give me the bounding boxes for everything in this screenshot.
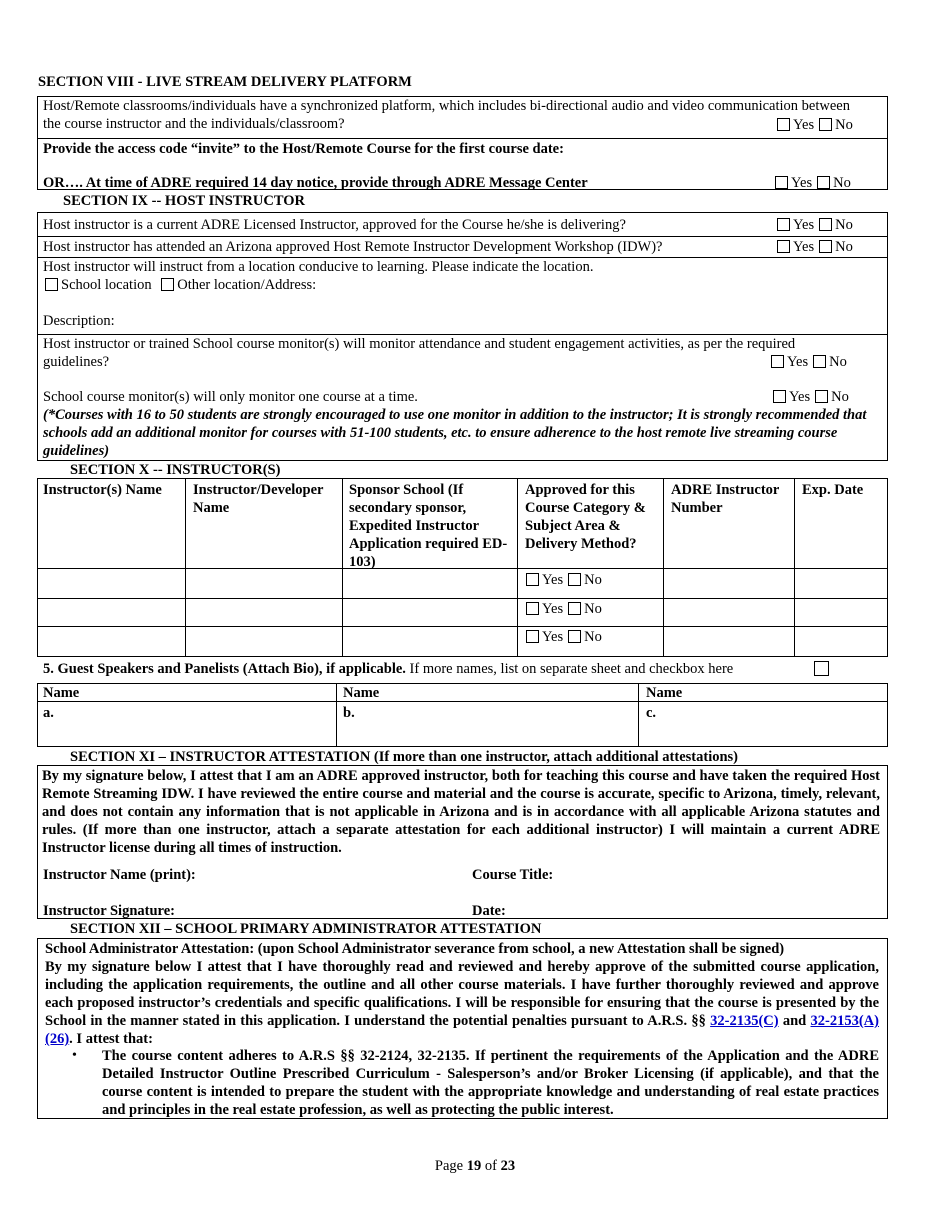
- row2-approved-yes-no: Yes No: [526, 600, 602, 618]
- statute-link-32-2153a26[interactable]: 32-2153(A)(26): [45, 1013, 879, 1047]
- guest-b: b.: [343, 705, 355, 721]
- idw-no-checkbox[interactable]: [819, 240, 832, 253]
- col-instructor-name: Instructor(s) Name: [43, 482, 162, 498]
- page-number: Page 19 of 23: [434, 1158, 516, 1174]
- instructor-date-label: Date:: [472, 903, 506, 919]
- monitor-question: Host instructor or trained School course monitor(s) will monitor attendance and student engagement activities, as per the required guidelines?: [43, 336, 796, 370]
- admin-attestation-heading: School Administrator Attestation: (upon School Administrator severance from school, a new Attestation shall be signed): [45, 941, 785, 957]
- row2-yes-checkbox[interactable]: [526, 602, 539, 615]
- row1-approved-yes-no: Yes No: [526, 571, 602, 589]
- section-9-title: SECTION IX -- HOST INSTRUCTOR: [63, 193, 305, 209]
- admin-attestation-text: By my signature below I attest that I have thoroughly read and reviewed and hereby approve of the submitted course application, including the application requirements, the outline and all other course materials. I have further thoroughly reviewed and approve each proposed instructor’s credentials and specific qualifications. I will be responsible for ensuring that the course is presented by the School in the manner stated in this application. I understand the potential penalties pursuant to A.R.S. §§ 32-2135(C) and 32-2153(A)(26). I attest that:: [45, 959, 879, 1047]
- message-center-label: OR…. At time of ADRE required 14 day notice, provide through ADRE Message Center: [43, 175, 588, 191]
- message-center-no-checkbox[interactable]: [817, 176, 830, 189]
- row1-no-checkbox[interactable]: [568, 573, 581, 586]
- section-11-title: SECTION XI – INSTRUCTOR ATTESTATION (If more than one instructor, attach additional attestations): [70, 749, 739, 765]
- row3-approved-yes-no: Yes No: [526, 628, 602, 646]
- one-course-question: School course monitor(s) will only monitor one course at a time.: [43, 389, 418, 405]
- section-10-title: SECTION X -- INSTRUCTOR(S): [70, 462, 281, 478]
- row3-yes-checkbox[interactable]: [526, 630, 539, 643]
- description-label: Description:: [43, 313, 115, 329]
- guest-name-header-c: Name: [646, 685, 683, 701]
- monitor-note: (*Courses with 16 to 50 students are strongly encouraged to use one monitor in addition to the instructor; It is strongly recommended that schools add an additional monitor for courses with 51-100 students, etc. to ensure adherence to the host remote live streaming course guidelines): [43, 407, 867, 459]
- guest-name-header-b: Name: [343, 685, 380, 701]
- monitor-yes-no: Yes No: [771, 353, 847, 371]
- other-location-checkbox[interactable]: [161, 278, 174, 291]
- sync-yes-checkbox[interactable]: [777, 118, 790, 131]
- bullet-icon: •: [72, 1048, 77, 1063]
- monitor-yes-checkbox[interactable]: [771, 355, 784, 368]
- course-title-label: Course Title:: [472, 867, 554, 883]
- sync-yes-no: Yes No: [777, 116, 853, 134]
- licensed-yes-checkbox[interactable]: [777, 218, 790, 231]
- col-exp-date: Exp. Date: [802, 482, 864, 498]
- licensed-instructor-question: Host instructor is a current ADRE Licensed Instructor, approved for the Course he/she is delivering?: [43, 217, 626, 233]
- guest-c: c.: [646, 705, 657, 721]
- one-course-yes-no: Yes No: [773, 388, 849, 406]
- sync-no-checkbox[interactable]: [819, 118, 832, 131]
- idw-yes-no: Yes No: [777, 238, 853, 256]
- col-adre-number: ADRE Instructor Number: [671, 482, 780, 516]
- one-course-yes-checkbox[interactable]: [773, 390, 786, 403]
- row1-yes-checkbox[interactable]: [526, 573, 539, 586]
- access-code-label: Provide the access code “invite” to the Host/Remote Course for the first course date:: [43, 141, 564, 157]
- licensed-yes-no: Yes No: [777, 216, 853, 234]
- school-location-checkbox[interactable]: [45, 278, 58, 291]
- message-center-yes-no: Yes No: [775, 174, 851, 192]
- statute-link-32-2135c[interactable]: 32-2135(C): [710, 1013, 779, 1029]
- monitor-no-checkbox[interactable]: [813, 355, 826, 368]
- location-options: School location Other location/Address:: [45, 276, 316, 294]
- live-stream-sync-question: Host/Remote classrooms/individuals have a synchronized platform, which includes bi-directional audio and video communication between the course instructor and the individuals/classroom?: [43, 98, 850, 132]
- guest-a: a.: [43, 705, 54, 721]
- one-course-no-checkbox[interactable]: [815, 390, 828, 403]
- section-8-title: SECTION VIII - LIVE STREAM DELIVERY PLATFORM: [38, 74, 412, 90]
- licensed-no-checkbox[interactable]: [819, 218, 832, 231]
- idw-yes-checkbox[interactable]: [777, 240, 790, 253]
- instructor-attestation-text: By my signature below, I attest that I am an ADRE approved instructor, both for teaching this course and have taken the required Host Remote Streaming IDW. I have reviewed the entire course and material and the course is accurate, specific to Arizona, timely, relevant, and does not contain any information that is not applicable in Arizona and is in accordance with all applicable Arizona statutes and rules. (If more than one instructor, attach a separate attestation for each additional instructor) I will maintain a current ADRE Instructor license during all times of instruction.: [42, 768, 880, 856]
- instructor-signature-label: Instructor Signature:: [43, 903, 175, 919]
- idw-question: Host instructor has attended an Arizona approved Host Remote Instructor Development Workshop (IDW)?: [43, 239, 663, 255]
- guest-names-table: [37, 683, 888, 747]
- location-question: Host instructor will instruct from a location conducive to learning. Please indicate the location.: [43, 259, 594, 275]
- col-approved: Approved for this Course Category & Subject Area & Delivery Method?: [525, 482, 646, 552]
- guest-more-names-checkbox[interactable]: [814, 661, 829, 676]
- course-content-bullet: The course content adheres to A.R.S §§ 32-2124, 32-2135. If pertinent the requirements of the Application and the ADRE Detailed Instructor Outline Prescribed Curriculum - Salesperson’s and/or Broker Licensing (if applicable), and that the course content is intended to prepare the student with the appropriate knowledge and understanding of real estate practices and principles in the real estate profession, as well as protecting the public interest.: [102, 1048, 879, 1118]
- message-center-yes-checkbox[interactable]: [775, 176, 788, 189]
- row3-no-checkbox[interactable]: [568, 630, 581, 643]
- guest-name-header-a: Name: [43, 685, 80, 701]
- col-developer-name: Instructor/Developer Name: [193, 482, 324, 516]
- col-sponsor-school: Sponsor School (If secondary sponsor, Expedited Instructor Application required ED-103): [349, 482, 508, 570]
- guest-speakers-label: 5. Guest Speakers and Panelists (Attach Bio), if applicable. If more names, list on separate sheet and checkbox here: [43, 661, 734, 677]
- row2-no-checkbox[interactable]: [568, 602, 581, 615]
- instructor-name-label: Instructor Name (print):: [43, 867, 196, 883]
- section-12-title: SECTION XII – SCHOOL PRIMARY ADMINISTRATOR ATTESTATION: [70, 921, 542, 937]
